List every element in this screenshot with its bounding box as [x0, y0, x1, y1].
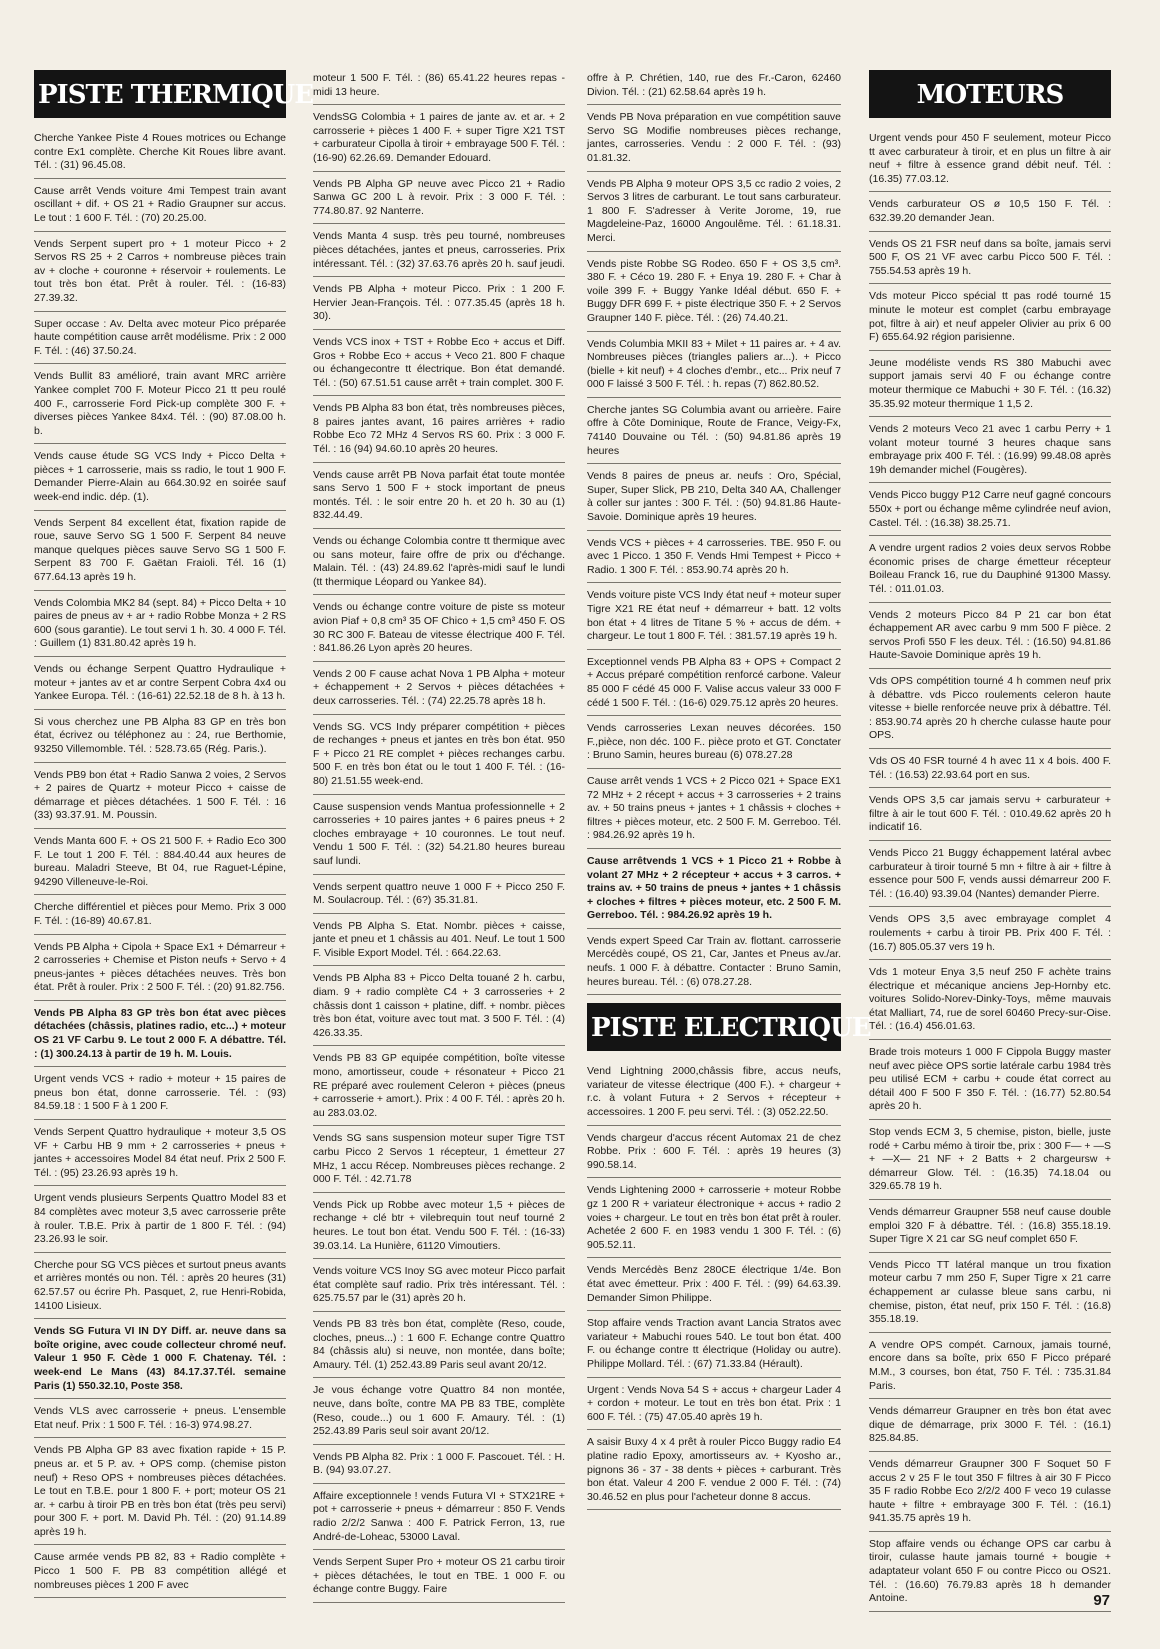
classified-ad: Vends carburateur OS ø 10,5 150 F. Tél. : 632.39.20 demander Jean. — [869, 196, 1111, 231]
classified-ad: Vends Mercédès Benz 280CE électrique 1/4e. Bon état avec émetteur. Prix : 400 F. Tél. : (99) 64.63.39. Demander Simon Philippe. — [587, 1262, 841, 1311]
classified-ad: Vends OPS 3,5 avec embrayage complet 4 roulements + carbu à tiroir PB. Prix 400 F. Tél. : (16.7) 805.05.37 vers 19 h. — [869, 911, 1111, 960]
classified-ad: Stop vends ECM 3, 5 chemise, piston, bielle, juste rodé + Carbu mémo à tiroir tbe, prix : 300 F— + —S + —X— 21 NF + 2 Batts + 2 chargeursw + démarreur Glow. Tél. : (16.35) 74.18.04 ou 329.65.78 19 h. — [869, 1124, 1111, 1200]
classified-ad: Vends Picco TT latéral manque un trou fixation moteur carbu 7 mm 250 F, Super Tigre x 21 carre échappement ar culasse bleue sans carbu, ni chemise, piston, état neuf, prix 150 F. Tél. : (16.8) 355.18.19. — [869, 1257, 1111, 1333]
classified-ad: Vends SG Futura VI IN DY Diff. ar. neuve dans sa boîte origine, avec coude collecteur chromé neuf. Valeur 1 950 F. Cède 1 000 F. Chatenay. Tél. : week-end Le Mans (43) 84.17.37.Tél. semaine Paris (1) 550.32.10, Poste 358. — [34, 1323, 286, 1399]
classified-ad: Super occase : Av. Delta avec moteur Pico préparée haute compétition cause arrêt modélisme. Prix : 2 000 F. Tél. : (46) 37.50.24. — [34, 316, 286, 365]
classified-ad: Vends Lightening 2000 + carrosserie + moteur Robbe gz 1 200 R + variateur électronique + accus + radio 2 voies + chargeur. Le tout en très bon état prêt à rouler. Achetée 2 600 F. en 1983 vendu 1 300 F. Tél. : (6) 905.52.11. — [587, 1182, 841, 1258]
classified-ad: Vends ou échange Serpent Quattro Hydraulique + moteur + jantes av et ar contre Serpent Cobra 4x4 ou Yankee Europa. Tél. : (16-61) 22.52.18 de 8 h. à 13 h. — [34, 661, 286, 710]
classified-ad: Vends PB Alpha 83 bon état, très nombreuses pièces, 8 paires jantes avant, 16 paires arrières + radio Robbe Eco 72 MHz 4 Servos RS 60. Prix : 3 000 F. Tél. : 16 (94) 94.60.10 après 20 heures. — [313, 400, 565, 462]
classified-ad: Vends PB 83 très bon état, complète (Reso, coude, cloches, pneus...) : 1 600 F. Echange contre Quattro 84 (châssis alu) si neuve, non montée, dans boîte; Amaury. Tél. (1) 252.43.89 Paris seul avant 20/12. — [313, 1316, 565, 1378]
classified-ad: Vends PB Alpha + Cipola + Space Ex1 + Démarreur + 2 carrosseries + Chemise et Piston neufs + Servo + 4 pneus-jantes + pièces détachées neuves. Très bon état. Prêt à rouler. Prix : 2 500 F. Tél. : (20) 91.82.756. — [34, 939, 286, 1001]
classified-ad: Stop affaire vends Traction avant Lancia Stratos avec variateur + Mabuchi roues 540. Le tout bon état. 400 F. ou échange contre tt électrique (Holiday ou autre). Philippe Mollard. Tél. : (67) 71.33.84 (Hérault). — [587, 1315, 841, 1377]
classified-ad: Vends PB Alpha 83 GP très bon état avec pièces détachées (châssis, platines radio, etc...) + moteur OS 21 VF Carbu 9. Le tout 2 000 F. A débattre. Tél. : (1) 300.24.13 à partir de 19 h. M. Louis. — [34, 1005, 286, 1067]
classified-ad: Vends démarreur Graupner 558 neuf cause double emploi 320 F à débattre. Tél. : (16.8) 355.18.19. Super Tigre X 21 car SG neuf complet 650 F. — [869, 1204, 1111, 1253]
classified-ad: Cause arrêt vends 1 VCS + 2 Picco 021 + Space EX1 72 MHz + 2 récept + accus + 3 carrosseries + 2 trains av. + 50 trains pneus + jantes + 1 châssis + cloches + filtres + pièces moteur, etc. 2 500 F. M. Gerreboo. Tél. : 984.26.92 après 19 h. — [587, 773, 841, 849]
classified-ad: Cherche différentiel et pièces pour Memo. Prix 3 000 F. Tél. : (16-89) 40.67.81. — [34, 899, 286, 934]
classified-ad: VendsSG Colombia + 1 paires de jante av. et ar. + 2 carrosserie + pièces 1 400 F. + super Tigre X21 TST + carburateur Cipolla à tiroir + embrayage 500 F. Tél. : (16-90) 62.26.69. Demander Edouard. — [313, 109, 565, 171]
classified-ad: Urgent vends plusieurs Serpents Quattro Model 83 et 84 complètes avec moteur 3,5 avec carrosserie prête à rouler. T.B.E. Prix à partir de 1 800 F. Tél. : (94) 23.26.93 le soir. — [34, 1190, 286, 1252]
classified-ad: A vendre OPS compét. Carnoux, jamais tourné, encore dans sa boîte, prix 650 F Picco préparé M.M., 3 courses, bon état, 750 F. Tél. : 735.31.84 Paris. — [869, 1337, 1111, 1399]
classified-ad: Vends VCS + pièces + 4 carrosseries. TBE. 950 F. ou avec 1 Picco. 1 350 F. Vends Hmi Tempest + Picco + Radio. 1 300 F. Tél. : 853.90.74 après 20 h. — [587, 535, 841, 584]
page-number: 97 — [1093, 1592, 1110, 1609]
classified-ad: Jeune modéliste vends RS 380 Mabuchi avec support jamais servi 40 F ou échange contre moteur thermique ce Mabuchi + 30 F. Tél. : (16.32) 35.35.92 moteur thermique 1 1,5 2. — [869, 355, 1111, 417]
classified-ad: Vends PB Nova préparation en vue compétition sauve Servo SG Modifie nombreuses pièces rechange, jantes, carrosseries. Vendu : 2 000 F. Tél. : (93) 01.81.32. — [587, 109, 841, 171]
classified-ad: Vends OPS 3,5 car jamais servu + carburateur + filtre à air le tout 600 F. Tél. : 010.49.62 après 20 h indicatif 16. — [869, 792, 1111, 841]
classified-ad: Vends VLS avec carrosserie + pneus. L'ensemble Etat neuf. Prix : 1 500 F. Tél. : 16-3) 974.98.27. — [34, 1403, 286, 1438]
column-piste-thermique — [34, 70, 314, 1625]
classified-ad: Vends piste Robbe SG Rodeo. 650 F + OS 3,5 cm³. 380 F. + Céco 19. 280 F. + Enya 19. 280 F. + Char à voile 399 F. + Buggy Yanke Idéal début. 650 F. + Buggy DFR 699 F. + piste électrique 350 F. + 2 Servos Graupner 140 F. pièce. Tél. : (26) 74.40.21. — [587, 256, 841, 332]
classified-ad: Vds 1 moteur Enya 3,5 neuf 250 F achète trains électrique et mécanique anciens Jep-Hornby etc. voitures Solido-Norev-Dinky-Toys, même mauvais état Malliart, 74, rue de sorel 60460 Precy-sur-Oise. Tél. : (16.4) 456.01.63. — [869, 964, 1111, 1040]
classified-ad: Vends Pick up Robbe avec moteur 1,5 + pièces de rechange + clé btr + vilebrequin tout neuf tourné 2 heures. Le tout bon état. Vendu 500 F. Tél. : (16-33) 39.03.14. La Hunière, 61120 Vimoutiers. — [313, 1197, 565, 1259]
classified-ad: Vends Manta 4 susp. très peu tourné, nombreuses pièces détachées, jantes et pneus, carrosseries. Prix intéressant. Tél. : (32) 37.63.76 après 20 h. sauf jeudi. — [313, 228, 565, 277]
classified-ad: Vends PB Alpha GP 83 avec fixation rapide + 15 P. pneus ar. et 5 P. av. + OPS comp. (chemise piston neuf) + Reso OPS + nombreuses pièces détachées. Le tout en T.B.E. pour 1 800 F. + port; moteur OS 21 ar. + carbu à tiroir PB en très bon état (très peu servi) pour 300 F. + port. M. David Ph. Tél. : (20) 91.14.89 après 19 h. — [34, 1442, 286, 1545]
classified-ad: Urgent : Vends Nova 54 S + accus + chargeur Lader 4 + cordon + moteur. Le tout en très bon état. Prix : 1 600 F. Tél. : (75) 47.05.40 après 19 h. — [587, 1382, 841, 1431]
classified-ad: Vend Lightning 2000,châssis fibre, accus neufs, variateur de vitesse électrique (400 F.). + chargeur + r.c. à volant Futura + 2 Servos + récepteur + accessoires. 1 200 F. peu servi. Tél. : (3) 052.22.50. — [587, 1063, 841, 1125]
classified-ad: offre à P. Chrétien, 140, rue des Fr.-Caron, 62460 Divion. Tél. : (21) 62.58.64 après 19 h. — [587, 70, 841, 105]
classified-ad: Cause suspension vends Mantua professionnelle + 2 carrosseries + 10 paires jantes + 6 paires pneus + 2 cloches embrayage + 10 couronnes. Le tout neuf. Vendu 1 500 F. Tél. : (32) 54.21.80 heures bureau sauf lundi. — [313, 799, 565, 875]
classified-ad: Urgent vends VCS + radio + moteur + 15 paires de pneus bon état, donne carrosserie. Tél. : (93) 84.59.18 : 1 500 F à 1 200 F. — [34, 1071, 286, 1120]
classified-ad: Vds OPS compétition tourné 4 h commen neuf prix à débattre. vds Picco roulements celeron haute vitesse + bielle renforcée neuve prix à débattre. Tél. : 853.90.74 après 20 h cherche culasse haute pour OPS. — [869, 673, 1111, 749]
classified-ad: Vends démarreur Graupner en très bon état avec dique de démarrage, prix 3000 F. Tél. : (16.1) 825.84.85. — [869, 1403, 1111, 1452]
classified-ad: Vends Picco 21 Buggy échappement latéral avbec carburateur à tiroir tourné 5 mn + filtre à air + filtre à essence pour 500 F, vends aussi démarreur 200 F. Tél. : (16.40) 93.39.04 (Nantes) demander Pierre. — [869, 845, 1111, 907]
classified-ad: Vends PB Alpha GP neuve avec Picco 21 + Radio Sanwa GC 200 L à revoir. Prix : 3 000 F. Tél. : 774.80.87. 92 Nanterre. — [313, 176, 565, 225]
classified-ad: Vends Serpent Quattro hydraulique + moteur 3,5 OS VF + Carbu HB 9 mm + 2 carrosseries + pneus + jantes + accessoires Model 84 état neuf. Prix 2 500 F. Tél. : (95) 23.26.93 après 19 h. — [34, 1124, 286, 1186]
section-title-moteurs: MOTEURS — [869, 70, 1111, 118]
classified-ad: Vds moteur Picco spécial tt pas rodé tourné 15 minute le moteur est complet (carbu embrayage pot, filtre à air) et neuf appeler Olivier au prix 6 00 F) 655.64.92 région parisienne. — [869, 288, 1111, 350]
classified-ad: Vends PB Alpha 82. Prix : 1 000 F. Pascouet. Tél. : H. B. (94) 93.07.27. — [313, 1449, 565, 1484]
classified-ad: Vends voiture piste VCS Indy état neuf + moteur super Tigre X21 RE état neuf + démarreur + batt. 12 volts bon état + 4 litres de Titane 5 % + accus de dém. + chargeur. Le tout 1 800 F. Tél. : 381.57.19 après 19 h. — [587, 587, 841, 649]
classified-ad: Affaire exceptionnele ! vends Futura VI + STX21RE + pot + carrosserie + pneus + démarreur : 850 F. Vends radio 2/2/2 Sanwa : 400 F. Patrick Ferron, 13, rue André-de-Loheac, 53000 Laval. — [313, 1488, 565, 1550]
classified-ad: Vends Columbia MKII 83 + Milet + 11 paires ar. + 4 av. Nombreuses pièces (triangles paliers ar...). + Picco (bielle + kit neuf) + 4 cloches d'embr., etc... Prix neuf 7 000 F laissé 3 500 F. Tél. : h. repas (7) 862.80.52. — [587, 336, 841, 398]
classified-ad: Exceptionnel vends PB Alpha 83 + OPS + Compact 2 + Accus préparé compétition renforcé carbone. Valeur 85 000 F cédé 45 000 F. Valise accus valeur 33 000 F cédé 1 500 F. Tél. : (16-6) 029.75.12 après 20 heures. — [587, 654, 841, 716]
classified-ad: Vends 2 moteurs Veco 21 avec 1 carbu Perry + 1 volant moteur tourné 3 heures chaque sans embrayage prix 400 F. Tél. : (16.99) 99.48.08 après 19h demander michel (Fougères). — [869, 421, 1111, 483]
classified-ad: Vends cause arrêt PB Nova parfait état toute montée sans Servo 1 500 F + stock important de pneus montés. Tél. : le soir entre 20 h. et 20 h. 30 au (1) 832.44.49. — [313, 467, 565, 529]
classified-ad: Cause arrêt Vends voiture 4mi Tempest train avant oscillant + dif. + OS 21 + Radio Graupner sur accus. Le tout : 1 600 F. Tél. : (70) 20.25.00. — [34, 183, 286, 232]
column-piste-thermique-continued — [313, 70, 565, 1625]
classified-ad: moteur 1 500 F. Tél. : (86) 65.41.22 heures repas - midi 13 heure. — [313, 70, 565, 105]
classified-ad: Vends ou échange Colombia contre tt thermique avec ou sans moteur, faire offre de prix ou d'échange. Malain. Tél. : (43) 24.89.62 l'après-midi sauf le lundi (tt thermique Léopard ou Yankee 84). — [313, 533, 565, 595]
classified-ad: Vends démarreur Graupner 300 F Soquet 50 F accus 2 v 25 F le tout 350 F filtres à air 30 F Picco 35 F radio Robbe Eco 2/2/2 400 F veco 19 culasse haute + filtre + embrayage 300 F. Tél. : (16.1) 941.35.75 après 19 h. — [869, 1456, 1111, 1532]
section-title-piste-thermique: PISTE THERMIQUE — [34, 70, 286, 118]
classified-ad: Cause arrêtvends 1 VCS + 1 Picco 21 + Robbe à volant 27 MHz + 2 récepteur + accus + 3 carros. + trains av. + 50 trains de pneus + jantes + 1 châssis + cloches + filtres + pièces moteur, etc. 2 500 F. M. Gerreboo. Tél. : 984.26.92 après 19 h. — [587, 853, 841, 929]
classified-ad: Vends 2 moteurs Picco 84 P 21 car bon état échappement AR avec carbu 9 mm 500 F pièce. 2 servos Profi 550 F les deux. Tél. : (16.50) 94.81.86 Haute-Savoie Dominique après 19 h. — [869, 607, 1111, 669]
classified-ad: Vends chargeur d'accus récent Automax 21 de chez Robbe. Prix : 600 F. Tél. : après 19 heures (3) 990.58.14. — [587, 1130, 841, 1179]
classified-ad: Vends voiture VCS Inoy SG avec moteur Picco parfait état complète sauf radio. Prix très intéressant. Tél. : 625.75.57 par le (31) après 20 h. — [313, 1263, 565, 1312]
classified-ad: Vends SG. VCS Indy préparer compétition + pièces de rechanges + pneus et jantes en très bon état. 950 F + Picco 21 RE complet + pièces rechanges carbu. 500 F. en très bon état ou le tout 1 400 F. Tél. : (16-80) 21.51.55 week-end. — [313, 719, 565, 795]
classified-ad: Vends PB Alpha 83 + Picco Delta touané 2 h. carbu, diam. 9 + radio complète C4 + 3 carrosseries + 2 châssis dont 1 caisson + platine, diff. + nombr. pièces très bon état, voiture avec tout mat. 3 500 F. Tél. : (4) 426.33.35. — [313, 970, 565, 1046]
classified-ad: Si vous cherchez une PB Alpha 83 GP en très bon état, écrivez ou téléphonez au : 24, rue Berthomie, 93250 Villemomble. Tél. : 528.73.65 (Rég. Paris.). — [34, 714, 286, 763]
classified-ad: Vends Bullit 83 amélioré, train avant MRC arrière Yankee complet 700 F. Moteur Picco 21 tt peu roulé 400 F., carrosserie Ford Pick-up complète 300 F. + diverses pièces Yankee 84x4. Tél. : (90) 87.08.00 h. b. — [34, 368, 286, 444]
classified-ad: Je vous échange votre Quattro 84 non montée, neuve, dans boîte, contre MA PB 83 TBE, complète (Reso, coude...) ou 1 600 F. Amaury. Tél. : (1) 252.43.89 Paris seul soir avant 20/12. — [313, 1382, 565, 1444]
classified-ad: Vends PB 83 GP equipée compétition, boîte vitesse mono, amortisseur, coude + résonateur + Picco 21 RE préparé avec roulement Celeron + pièces (pneus + carrosserie + amort.). Prix : 4 00 F. Tél. : après 20 h. au 283.03.02. — [313, 1050, 565, 1126]
classified-ad: Vends Serpent 84 excellent état, fixation rapide de roue, sauve Servo SG 1 500 F. Serpent 84 neuve manque quelques pièces sauve Servo SG 1 500 F. Serpent 83 700 F. Gaëtan Fraioli. Tél. 16 (1) 677.64.13 après 19 h. — [34, 515, 286, 591]
classified-ad: Vends carrosseries Lexan neuves décorées. 150 F.,pièce, non déc. 100 F.. pièce proto et GT. Conctater : Bruno Samin, heures bureau (6) 078.27.28 — [587, 720, 841, 769]
classified-ad: Vds OS 40 FSR tourné 4 h avec 11 x 4 bois. 400 F. Tél. : (16.53) 22.93.64 port en sus. — [869, 753, 1111, 788]
classified-ad: A saisir Buxy 4 x 4 prêt à rouler Picco Buggy radio E4 platine radio Epoxy, amortisseurs av. + Kyosho ar., pignons 36 - 37 - 38 dents + pièces + carburant. Très bon état. Valeur 4 200 F. vendue 2 000 F. Tél. : (74) 30.46.52 en plus pour l'acheteur donne 8 accus. — [587, 1434, 841, 1510]
classified-ad: Vends ou échange contre voiture de piste ss moteur avion Piaf + 0,8 cm³ 35 OF Chico + 1,5 cm³ 450 F. OS 30 RC 300 F. Bateau de vitesse électrique 400 F. Tél. : 841.86.26 Lyon après 20 heures. — [313, 599, 565, 661]
classified-ad: Stop affaire vends ou échange OPS car carbu à tiroir, culasse haute jamais tourné + bougie + adaptateur volant 650 F ou contre Picco ou OS21. Tél. : (16.60) 76.79.83 après 18 h demander Antoine. — [869, 1536, 1111, 1612]
classified-ad: A vendre urgent radios 2 voies deux servos Robbe économic prises de charge émetteur récepteur Boileau Franck 16, rue du Dauphiné 91300 Massy. Tél. : 011.01.03. — [869, 540, 1111, 602]
column-moteurs — [869, 70, 1111, 1625]
classified-ad: Vends 8 paires de pneus ar. neufs : Oro, Spécial, Super, Super Slick, PB 210, Delta 340 AA, Challenger à coller sur jantes : 300 F. Tél. : (50) 94.81.86 Haute-Savoie. Dominique après 19 heures. — [587, 468, 841, 530]
classified-ad: Vends Colombia MK2 84 (sept. 84) + Picco Delta + 10 paires de pneus av + ar + radio Robbe Monza + 2 RS 600 (sous garantie). Le tout servi 1 h. 30. 4 000 F. Tél. : Guillem (1) 831.80.42 après 19 h. — [34, 595, 286, 657]
classified-ad: Vends PB Alpha + moteur Picco. Prix : 1 200 F. Hervier Jean-François. Tél. : 077.35.45 (après 18 h. 30). — [313, 281, 565, 330]
classified-ad: Vends PB Alpha 9 moteur OPS 3,5 cc radio 2 voies, 2 Servos 3 litres de carburant. Le tout sans carburateur. 1 800 F. S'adresser à Verite Jorome, 19, rue Magdeleine-Paz, 16000 Angoulême. Tél. : 61.18.31. Merci. — [587, 176, 841, 252]
classified-ad: Vends PB Alpha S. Etat. Nombr. pièces + caisse, jante et pneu et 1 châssis au 401. Neuf. Le tout 1 500 F. Visible Export Model. Tél. : 664.22.63. — [313, 918, 565, 967]
classified-ad: Vends expert Speed Car Train av. flottant. carrosserie Mercédès coupé, OS 21, Car, Jantes et Pneus av./ar. neufs. 1 000 F. à débattre. Contacter : Bruno Samin, heures bureau. Tél. : (6) 078.27.28. — [587, 933, 841, 995]
classified-ad: Vends PB9 bon état + Radio Sanwa 2 voies, 2 Servos + 2 paires de Quartz + moteur Picco + caisse de démarrage et pièces détachées. 1 500 F. Tél. : 16 (33) 93.37.91. M. Poussin. — [34, 767, 286, 829]
classified-ad: Vends cause étude SG VCS Indy + Picco Delta + pièces + 1 carrosserie, mais ss radio, le tout 1 900 F. Demander Pierre-Alain au 664.30.92 en soirée sauf week-end indic. dép. (1). — [34, 448, 286, 510]
classified-ad: Vends Serpent supert pro + 1 moteur Picco + 2 Servos RS 25 + 2 Carros + nombreuse pièces train av + cloche + couronne + réservoir + roulements. Le tout très bon état. Prêt à rouler. Tél. : (16-83) 27.39.32. — [34, 236, 286, 312]
classified-ad: Vends OS 21 FSR neuf dans sa boîte, jamais servi 500 F, OS 21 VF avec carbu Picco 500 F. Tél. : 755.54.53 après 19 h. — [869, 236, 1111, 285]
classified-ad: Urgent vends pour 450 F seulement, moteur Picco tt avec carburateur à tiroir, et en plus un filtre à air neuf + filtre à essence grand débit neuf. Tél. : (16.35) 77.03.12. — [869, 130, 1111, 192]
classified-ad: Vends serpent quattro neuve 1 000 F + Picco 250 F. M. Soulacroup. Tél. : (6?) 35.31.81. — [313, 879, 565, 914]
column-thermique-electrique — [587, 70, 871, 1625]
classified-ad: Brade trois moteurs 1 000 F Cippola Buggy master neuf avec pièce OPS sortie latérale carbu 1984 très peu utilisé ECM + carbu + coude état correct au détail 400 F 500 F 350 F. Tél. : (16.77) 52.80.54 après 20 h. — [869, 1044, 1111, 1120]
classified-ad: Cherche jantes SG Columbia avant ou arrieère. Faire offre à Côte Dominique, Route de France, Veigy-Fx, 74140 Douvaine ou Tél. : (50) 94.81.86 après 19 heures — [587, 402, 841, 464]
classified-ad: Cherche pour SG VCS pièces et surtout pneus avants et arrières montés ou non. Tél. : après 20 heures (31) 62.57.57 ou écrire Ph. Pasquet, 2, rue Henri-Robida, 14100 Lisieux. — [34, 1257, 286, 1319]
classified-ad: Vends 2 00 F cause achat Nova 1 PB Alpha + moteur + échappement + 2 Servos + pièces détachées + deux carrosseries. Tél. : (74) 22.25.78 après 18 h. — [313, 666, 565, 715]
section-title-piste-electrique: PISTE ELECTRIQUE — [587, 1003, 841, 1051]
classified-ad: Vends Picco buggy P12 Carre neuf gagné concours 550x + port ou échange même cylindrée neuf avion, Castel. Tél. : (16.38) 38.25.71. — [869, 487, 1111, 536]
classified-ad: Vends Serpent Super Pro + moteur OS 21 carbu tiroir + pièces détachées, le tout en TBE. 1 000 F. ou échange contre Buggy. Faire — [313, 1554, 565, 1603]
classified-ad: Cherche Yankee Piste 4 Roues motrices ou Echange contre Ex1 complète. Cherche Kit Roues libre avant. Tél. : (31) 96.45.08. — [34, 130, 286, 179]
classified-ad: Vends VCS inox + TST + Robbe Eco + accus et Diff. Gros + Robbe Eco + accus + Veco 21. 800 F chaque ou échangecontre tt électrique. Bon état demandé. Tél. : (50) 67.51.51 cause arrêt + train complet. 300 F. — [313, 334, 565, 396]
classified-ad: Cause armée vends PB 82, 83 + Radio complète + Picco 1 500 F. PB 83 compétition allégé et nombreuses pièces 1 200 F avec — [34, 1549, 286, 1598]
classified-ad: Vends SG sans suspension moteur super Tigre TST carbu Picco 2 Servos 1 récepteur, 1 émetteur 27 MHz, 1 accu Récep. Nombreuses pièces rechange. 2 000 F. Tél. : 42.71.78 — [313, 1130, 565, 1192]
classified-ad: Vends Manta 600 F. + OS 21 500 F. + Radio Eco 300 F. Le tout 1 200 F. Tél. : 884.40.44 aux heures de bureau. Maladri Steeve, Bt 04, rue Raguet-Lépine, 94290 Villeneuve-le-Roi. — [34, 833, 286, 895]
